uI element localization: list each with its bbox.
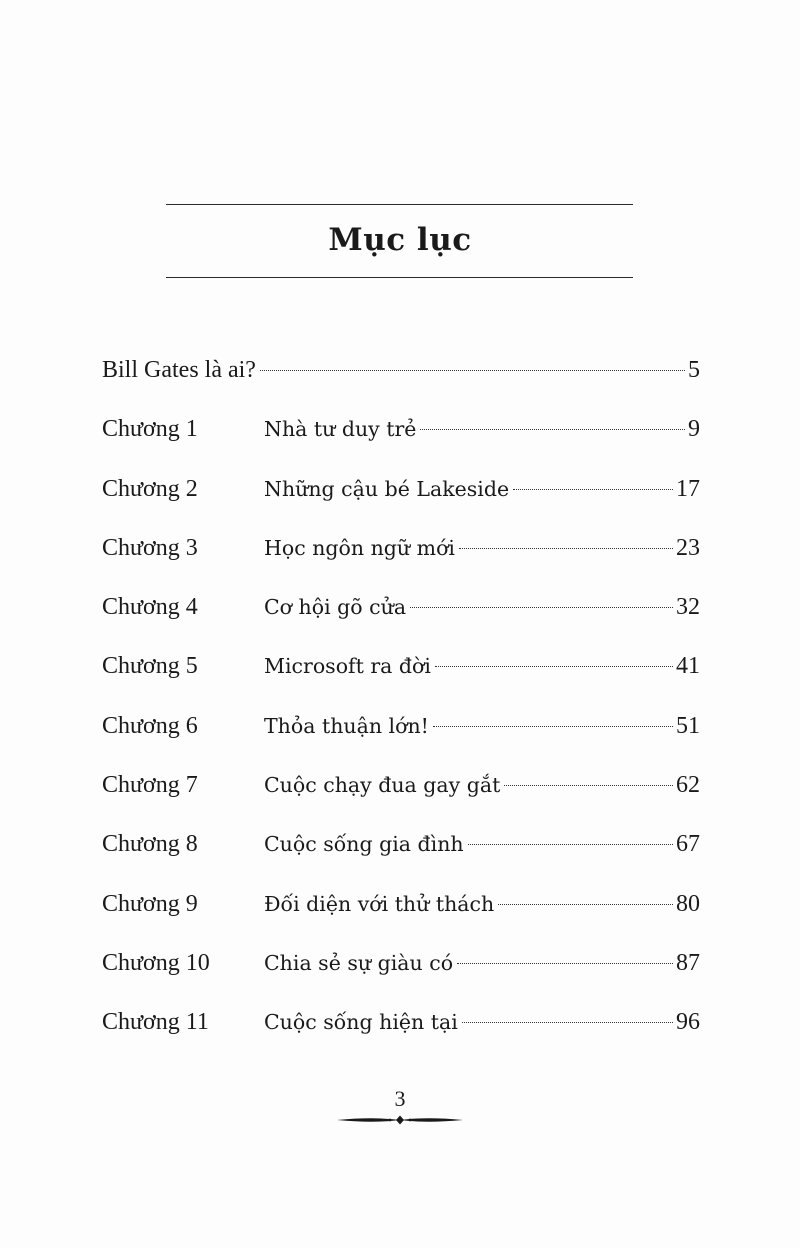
toc-entry-page: 23 [676,534,700,561]
dot-leader [435,666,673,667]
toc-entry-label: Chương 2 [102,475,198,502]
toc-entry-page: 41 [676,653,700,680]
toc-entry-page: 32 [676,594,700,621]
toc-entry-label: Chương 1 [102,416,198,443]
title-top-rule [166,204,633,205]
toc-entry-page: 80 [676,890,700,917]
dot-leader [468,844,673,845]
page-number: 3 [394,1086,406,1111]
page-title: Mục lục [328,222,472,258]
toc-entry-title: Những cậu bé Lakeside [264,476,510,501]
ornament-flourish-icon [335,1113,465,1127]
toc-entry-title: Chia sẻ sự giàu có [264,950,454,975]
toc-entry-label: Chương 11 [102,1009,209,1036]
toc-entry-page: 51 [676,712,700,739]
dot-leader [420,429,685,430]
toc-entry-intro[interactable] [102,352,700,411]
dot-leader [260,370,685,371]
toc-entry-label: Chương 6 [102,712,198,739]
toc-entry-page: 9 [688,416,700,443]
toc-entry-chapter-10[interactable] [102,945,700,1004]
toc-entry-label: Chương 8 [102,831,198,858]
toc-entry-chapter-4[interactable] [102,589,700,648]
toc-entry-label: Chương 5 [102,653,198,680]
toc-entry-chapter-3[interactable] [102,530,700,589]
toc-entry-title: Đối diện với thử thách [264,891,495,916]
toc-entry-page: 62 [676,772,700,799]
dot-leader [462,1022,673,1023]
toc-entry-chapter-6[interactable] [102,708,700,767]
dot-leader [410,607,673,608]
dot-leader [457,963,673,964]
dot-leader [498,904,673,905]
toc-entry-label: Chương 4 [102,594,198,621]
toc-entry-title: Bill Gates là ai? [102,357,256,383]
toc-entry-label: Chương 10 [102,949,210,976]
toc-entry-chapter-5[interactable] [102,648,700,707]
toc-entry-page: 17 [676,475,700,502]
toc-entry-page: 67 [676,831,700,858]
toc-entry-title: Cuộc chạy đua gay gắt [264,773,501,798]
toc-entry-title: Cơ hội gõ cửa [264,595,407,620]
title-bottom-rule [166,277,633,278]
toc-entry-title: Microsoft ra đời [264,654,431,679]
toc-entry-chapter-11[interactable] [102,1004,700,1063]
toc-entry-label: Chương 7 [102,772,198,799]
toc-entry-page: 5 [688,357,700,383]
toc-entry-label: Chương 3 [102,534,198,561]
toc-entry-page: 96 [676,1009,700,1036]
dot-leader [513,489,673,490]
toc-entry-title: Học ngôn ngữ mới [264,535,455,560]
toc-entry-chapter-2[interactable] [102,471,700,530]
toc-entry-title: Thỏa thuận lớn! [264,713,429,738]
table-of-contents [102,352,700,1064]
toc-entry-chapter-7[interactable] [102,767,700,826]
toc-entry-title: Cuộc sống gia đình [264,832,464,857]
toc-entry-chapter-8[interactable] [102,826,700,885]
dot-leader [433,726,673,727]
toc-entry-chapter-9[interactable] [102,886,700,945]
dot-leader [504,785,673,786]
dot-leader [459,548,673,549]
toc-entry-label: Chương 9 [102,890,198,917]
toc-entry-chapter-1[interactable] [102,411,700,470]
toc-entry-title: Cuộc sống hiện tại [264,1010,458,1035]
toc-entry-page: 87 [676,949,700,976]
toc-entry-title: Nhà tư duy trẻ [264,417,417,442]
